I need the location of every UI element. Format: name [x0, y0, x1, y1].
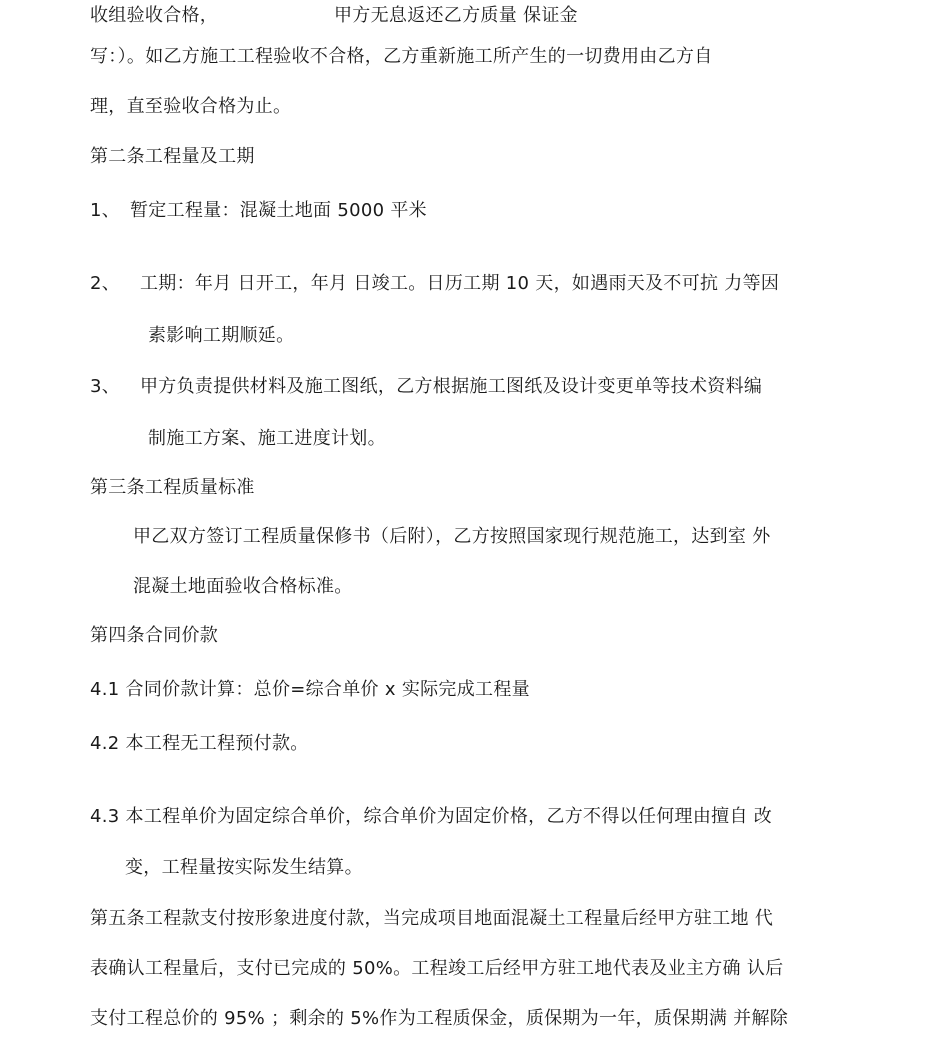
paragraph-line: 甲乙双方签订工程质量保修书（后附），乙方按照国家现行规范施工，达到室 外	[133, 526, 771, 547]
list-item-text: 甲方负责提供材料及施工图纸，乙方根据施工图纸及设计变更单等技术资料编	[140, 376, 763, 397]
text-line	[90, 4, 218, 28]
list-number: 2、	[90, 273, 121, 294]
clause-line: 4.1 合同价款计算：总价=综合单价 x 实际完成工程量	[90, 679, 530, 700]
paragraph-line: 混凝土地面验收合格标准。	[133, 576, 353, 597]
text-line: 理，直至验收合格为止。	[90, 96, 292, 117]
list-number: 1、	[90, 200, 121, 221]
text-segment: 甲方无息返还乙方质量 保证金	[334, 5, 578, 26]
section-heading: 第三条工程质量标准	[90, 477, 255, 498]
paragraph-line: 第五条工程款支付按形象进度付款，当完成项目地面混凝土工程量后经甲方驻工地 代	[90, 908, 774, 929]
list-item-continuation: 制施工方案、施工进度计划。	[148, 428, 386, 449]
section-heading: 第二条工程量及工期	[90, 146, 255, 167]
list-item-continuation: 素影响工期顺延。	[148, 325, 295, 346]
list-number: 3、	[90, 376, 121, 397]
text-line: 写：）。如乙方施工工程验收不合格，乙方重新施工所产生的一切费用由乙方自	[90, 46, 713, 67]
section-heading: 第四条合同价款	[90, 625, 219, 646]
text-line	[334, 4, 578, 28]
text-segment: 收组验收合格，	[90, 5, 219, 26]
clause-continuation: 变，工程量按实际发生结算。	[125, 857, 363, 878]
paragraph-line: 表确认工程量后，支付已完成的 50%。工程竣工后经甲方驻工地代表及业主方确 认后	[90, 958, 784, 979]
list-item-text: 暂定工程量：混凝土地面 5000 平米	[130, 200, 427, 221]
list-item-text: 工期：年月 日开工，年月 日竣工。日历工期 10 天，如遇雨天及不可抗 力等因	[140, 273, 780, 294]
paragraph-line: 支付工程总价的 95% ；剩余的 5%作为工程质保金，质保期为一年，质保期满 并解除	[90, 1008, 789, 1029]
clause-line: 4.3 本工程单价为固定综合单价，综合单价为固定价格，乙方不得以任何理由擅自 改	[90, 806, 773, 827]
clause-line: 4.2 本工程无工程预付款。	[90, 733, 309, 754]
